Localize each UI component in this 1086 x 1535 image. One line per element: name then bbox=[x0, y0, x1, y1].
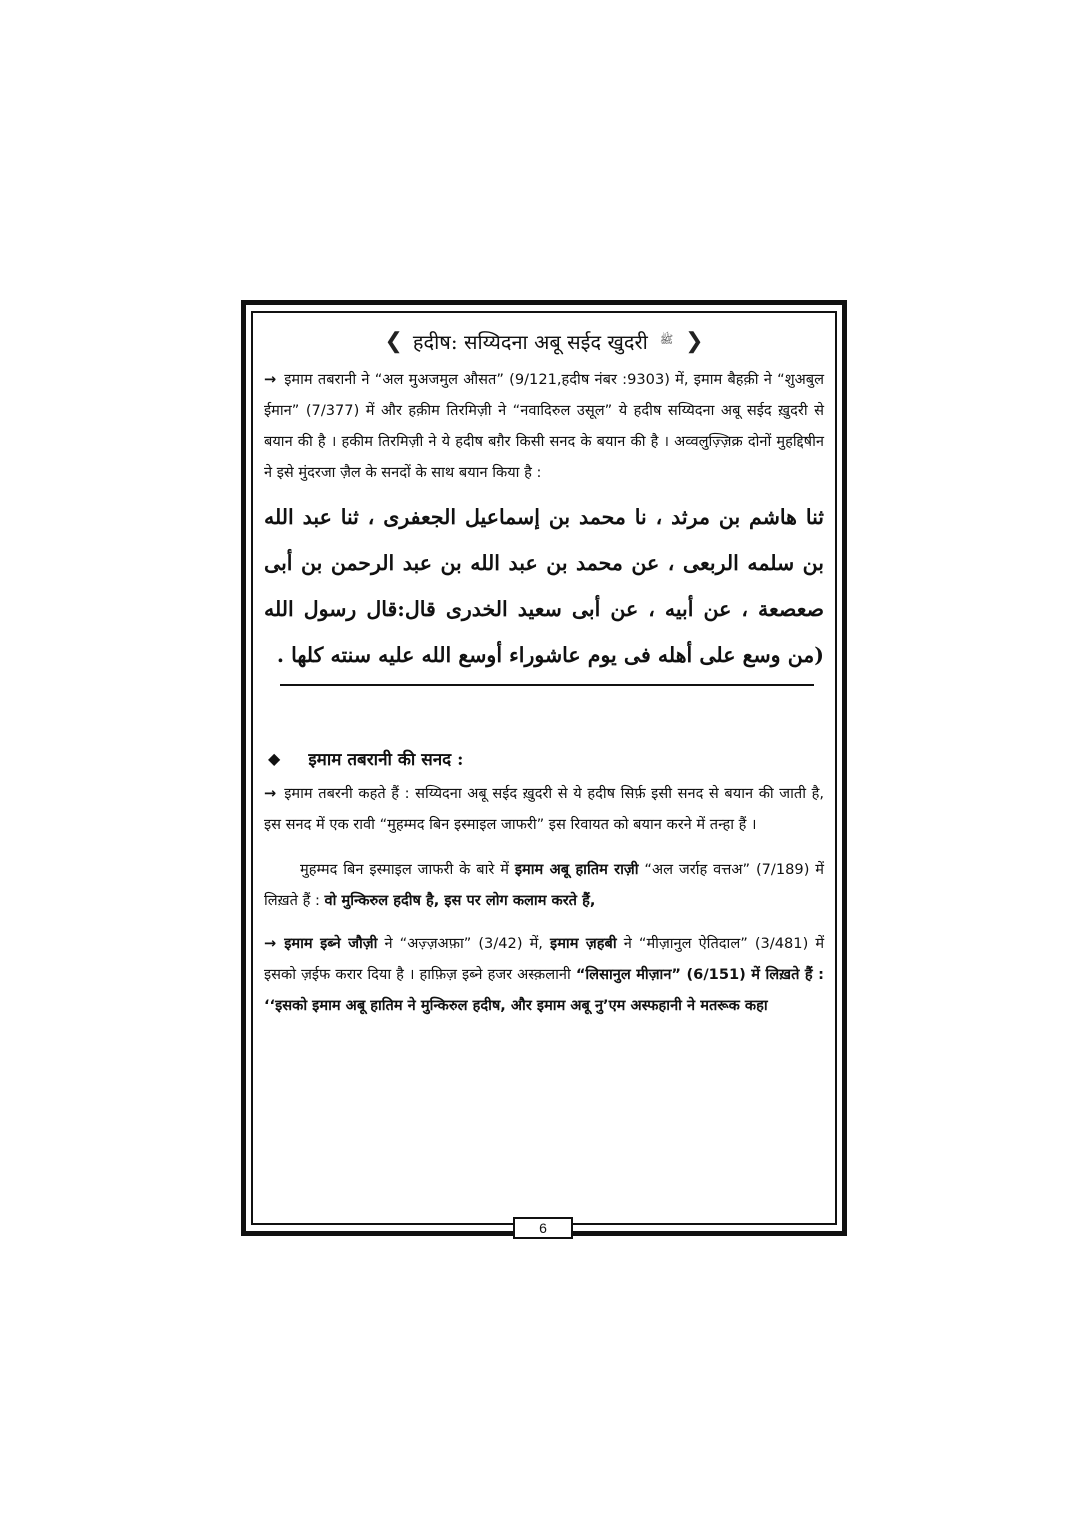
paragraph-jauzi-b: ने “मीज़ानुल ऐतिदाल” (3/481) में इसको ज़ईफ करार दिया है । हाफ़िज़ इब्ने हजर अस्क़लानी bbox=[264, 935, 825, 983]
page-content bbox=[264, 318, 824, 1021]
diamond-bullet-icon: ◆ bbox=[268, 748, 281, 768]
arabic-hadith-text: ثنا هاشم بن مرثد ، نا محمد بن إسماعيل الجعفرى ، ثنا عبد الله بن سلمه الربعى ، عن محمد بن عبد الله بن عبد الرحمن بن أبى صعصعة ، عن أبيه ، عن أبى سعيد الخدرى قال:قال رسول الله (من وسع على أهله فى يوم عاشوراء أوسع الله عليه سنته كلها . bbox=[264, 505, 824, 667]
paragraph-jauzi bbox=[264, 928, 824, 1021]
arrow-icon: → bbox=[264, 371, 277, 388]
paragraph-jafari-start: मुहम्मद बिन इस्माइल जाफरी के बारे में bbox=[300, 861, 509, 878]
paragraph-jauzi-bold-zahabi: इमाम ज़हबी bbox=[550, 935, 617, 952]
honorific-icon: ﷺ bbox=[659, 333, 674, 346]
paragraph-intro bbox=[264, 364, 824, 488]
paragraph-tabrani bbox=[264, 778, 824, 840]
paragraph-jauzi-bold-name: इमाम इब्ने जौज़ी bbox=[284, 935, 378, 952]
arrow-icon: → bbox=[264, 785, 277, 802]
paragraph-jafari-bold-name: इमाम अबू हातिम राज़ी bbox=[514, 861, 639, 878]
section-heading bbox=[264, 318, 824, 364]
subheading bbox=[264, 738, 824, 778]
arrow-icon: → bbox=[264, 935, 277, 952]
paragraph-jafari-mid: “अल जर्राह वत्तअ” (7/189) में लिख़ते हैं : bbox=[264, 861, 825, 909]
paragraph-tabrani-text: इमाम तबरनी कहते हैं : सय्यिदना अबू सईद ख़ुदरी से ये हदीष सिर्फ़ इसी सनद से बयान की जाती है, इस सनद में एक रावी “मुहम्मद बिन इस्माइल जाफरी” इस रिवायत को बयान करने में तन्हा हैं । bbox=[264, 785, 824, 833]
paragraph-jafari bbox=[264, 854, 824, 916]
divider-line bbox=[280, 684, 814, 686]
paragraph-jafari-bold-quote: वो मुन्किरुल हदीष है, इस पर लोग कलाम करते हैं, bbox=[324, 892, 596, 909]
ornament-right-icon: ❯ bbox=[685, 328, 704, 354]
paragraph-jauzi-bold-quote: “लिसानुल मीज़ान” (6/151) में लिख़ते हैं : ‘‘इसको इमाम अबू हातिम ने मुन्किरुल हदीष, और इमाम अबू नु’एम अस्फहानी ने मतरूक कहा bbox=[264, 966, 824, 1014]
paragraph-jauzi-a: ने “अज़्ज़अफ़ा” (3/42) में, bbox=[384, 935, 543, 952]
page-number: 6 bbox=[513, 1217, 573, 1239]
paragraph-intro-text: इमाम तबरानी ने “अल मुअजमुल औसत” (9/121,हदीष नंबर :9303) में, इमाम बैहक़ी ने “शुअबुल ईमान” (7/377) में और हक़ीम तिरमिज़ी ने “नवादिरुल उसूल” ये हदीष सय्यिदना अबू सईद ख़ुदरी से बयान की है । हकीम तिरमिज़ी ने ये हदीष बग़ैर किसी सनद के बयान की है । अव्वलुज़्ज़िक्र दोनों मुहद्दिषीन ने इसे मुंदरजा ज़ैल के सनदों के साथ बयान किया है : bbox=[264, 371, 824, 481]
ornament-left-icon: ❮ bbox=[384, 328, 403, 354]
heading-text: हदीष: सय्यिदना अबू सईद खुदरी bbox=[412, 329, 648, 354]
subheading-text: इमाम तबरानी की सनद : bbox=[308, 749, 464, 770]
